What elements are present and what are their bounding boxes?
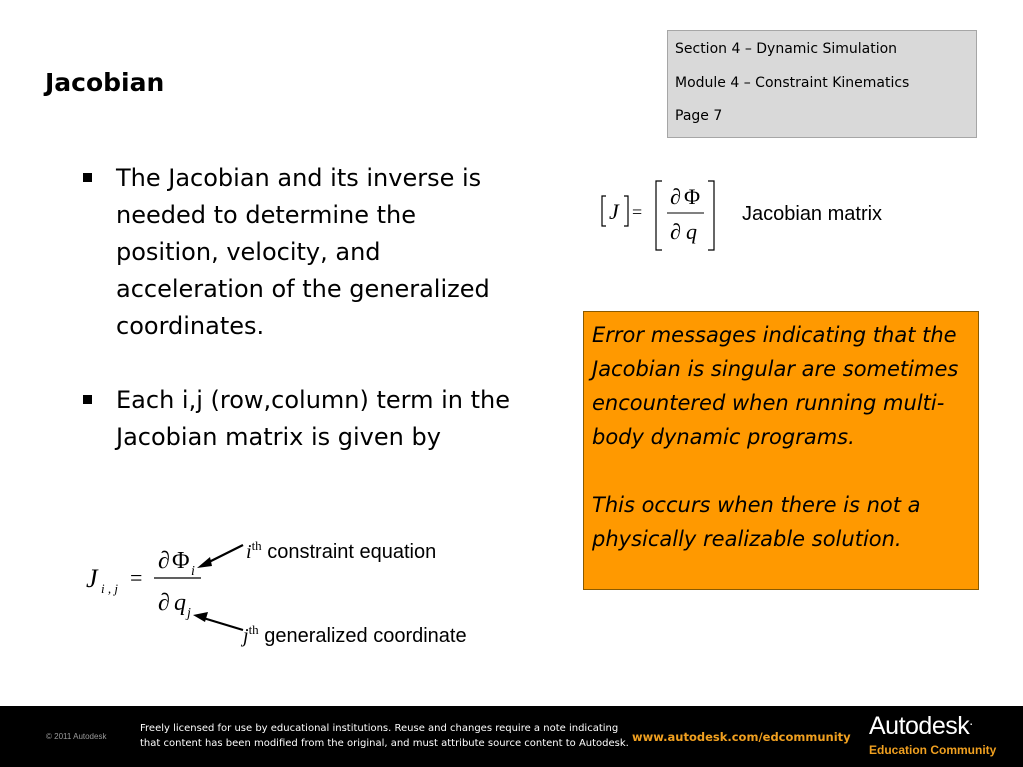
arrow-head-icon xyxy=(197,557,212,568)
jacobian-matrix-label: Jacobian matrix xyxy=(742,203,883,225)
partial-top: ∂ xyxy=(670,184,681,209)
annotation-sup: th xyxy=(248,622,259,637)
slide-title: Jacobian xyxy=(45,68,165,97)
edcommunity-link[interactable]: www.autodesk.com/edcommunity xyxy=(632,730,851,744)
bracket-right-J xyxy=(624,196,628,226)
annotation-text: generalized coordinate xyxy=(258,625,467,647)
bullet-list xyxy=(80,160,520,493)
phi-symbol: Φ xyxy=(684,184,701,209)
bullet-item xyxy=(80,382,520,456)
element-partial-top: ∂ xyxy=(158,548,170,574)
jacobian-matrix-formula xyxy=(592,176,732,256)
element-phi: Φ xyxy=(172,548,190,574)
annotation-constraint xyxy=(246,538,436,563)
education-community-label: Education Community xyxy=(869,743,997,757)
element-sub-j: j xyxy=(187,606,191,621)
module-label: Module 4 – Constraint Kinematics xyxy=(675,74,910,91)
autodesk-logo xyxy=(869,712,973,741)
square-bullet-icon xyxy=(83,173,92,182)
jacobian-element-formula xyxy=(80,535,520,650)
annotation-var-j: j xyxy=(243,625,249,647)
section-label: Section 4 – Dynamic Simulation xyxy=(675,41,898,57)
element-J: J xyxy=(86,564,98,593)
matrix-J: J xyxy=(609,199,619,224)
square-bullet-icon xyxy=(83,395,92,404)
element-subscript-ij: i , j xyxy=(101,581,118,596)
element-partial-bottom: ∂ xyxy=(158,590,170,616)
bullet-text: The Jacobian and its inverse is needed to determine the position, velocity, and acceleration of the generalized coordinates. xyxy=(116,164,490,340)
license-text xyxy=(140,721,630,751)
note-paragraph: Error messages indicating that the Jacobian is singular are sometimes encountered when running multi-body dynamic programs. xyxy=(592,323,959,449)
partial-bottom: ∂ xyxy=(670,219,681,244)
footer-bar xyxy=(0,706,1023,767)
copyright-text: © 2011 Autodesk xyxy=(46,732,107,741)
section-info-box xyxy=(667,30,977,138)
note-paragraph: This occurs when there is not a physically realizable solution. xyxy=(592,493,921,551)
annotation-coordinate xyxy=(240,622,467,647)
equals-sign: = xyxy=(632,202,643,222)
bullet-item xyxy=(80,160,520,345)
element-equals: = xyxy=(130,565,143,590)
arrow-head-icon xyxy=(193,612,208,622)
logo-mark: . xyxy=(969,712,973,728)
bracket-left-matrix xyxy=(656,181,662,250)
page-label: Page 7 xyxy=(675,108,723,124)
annotation-sup: th xyxy=(251,538,262,553)
logo-text: Autodesk xyxy=(869,712,970,740)
bracket-left-J xyxy=(602,196,606,226)
q-symbol: q xyxy=(686,219,697,244)
element-sub-i: i xyxy=(191,564,195,579)
annotation-var-i: i xyxy=(246,541,252,563)
annotation-text: constraint equation xyxy=(261,541,437,563)
error-note-box xyxy=(583,311,979,590)
license-line: that content has been modified from the original, and must attribute source content to Autodesk. xyxy=(140,738,629,749)
bracket-right-matrix xyxy=(708,181,714,250)
license-line: Freely licensed for use by educational institutions. Reuse and changes require a note indicating xyxy=(140,723,619,734)
element-q: q xyxy=(174,590,186,616)
arrow-to-q-j xyxy=(200,617,243,630)
bullet-text: Each i,j (row,column) term in the Jacobian matrix is given by xyxy=(116,386,511,451)
